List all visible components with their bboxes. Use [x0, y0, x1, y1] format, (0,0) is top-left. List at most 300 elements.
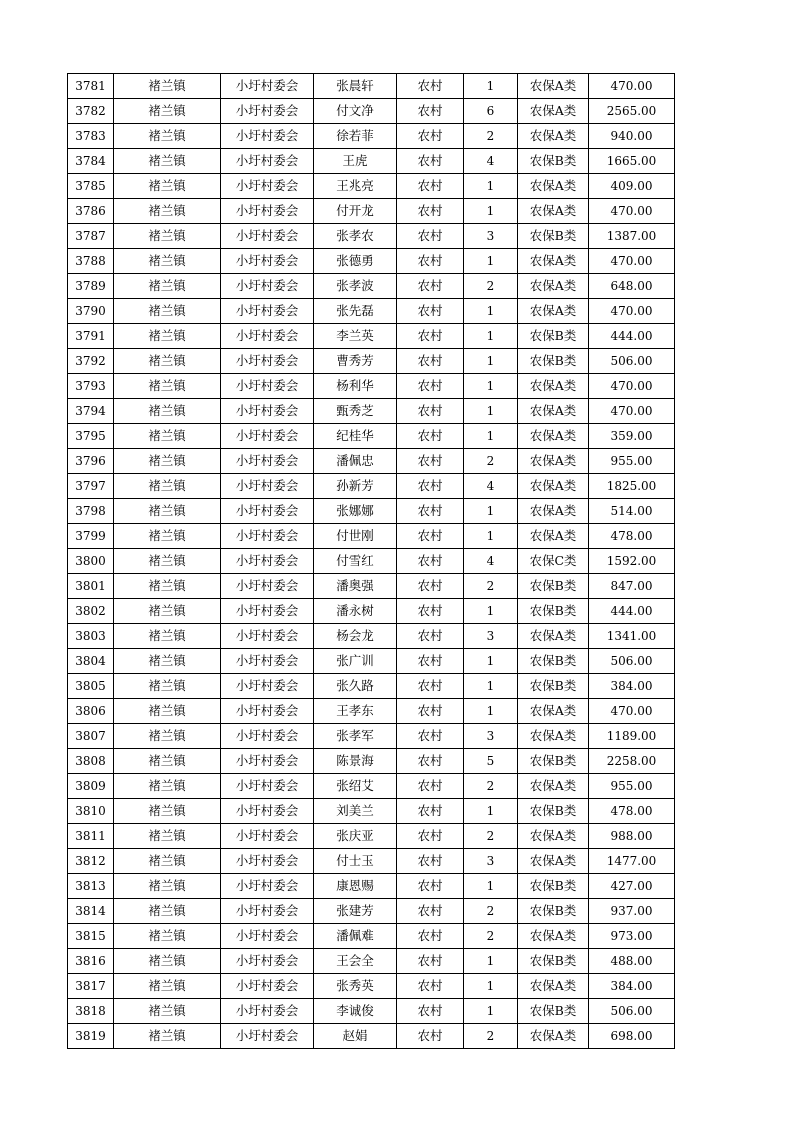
town-cell: 褚兰镇 — [114, 949, 221, 974]
household-count-cell: 1 — [464, 424, 518, 449]
town-cell: 褚兰镇 — [114, 849, 221, 874]
town-cell: 褚兰镇 — [114, 874, 221, 899]
insurance-category-cell: 农保B类 — [518, 224, 589, 249]
amount-cell: 973.00 — [589, 924, 675, 949]
name-cell: 付雪红 — [314, 549, 397, 574]
name-cell: 张孝农 — [314, 224, 397, 249]
amount-cell: 359.00 — [589, 424, 675, 449]
name-cell: 张绍艾 — [314, 774, 397, 799]
household-count-cell: 1 — [464, 174, 518, 199]
household-count-cell: 1 — [464, 399, 518, 424]
town-cell: 褚兰镇 — [114, 299, 221, 324]
household-count-cell: 1 — [464, 74, 518, 99]
residence-type-cell: 农村 — [397, 274, 464, 299]
residence-type-cell: 农村 — [397, 249, 464, 274]
row-number-cell: 3818 — [68, 999, 114, 1024]
insurance-category-cell: 农保A类 — [518, 724, 589, 749]
residence-type-cell: 农村 — [397, 899, 464, 924]
village-committee-cell: 小圩村委会 — [221, 324, 314, 349]
name-cell: 张孝军 — [314, 724, 397, 749]
amount-cell: 937.00 — [589, 899, 675, 924]
residence-type-cell: 农村 — [397, 324, 464, 349]
household-count-cell: 1 — [464, 249, 518, 274]
name-cell: 陈景海 — [314, 749, 397, 774]
town-cell: 褚兰镇 — [114, 374, 221, 399]
residence-type-cell: 农村 — [397, 149, 464, 174]
insurance-category-cell: 农保B类 — [518, 574, 589, 599]
row-number-cell: 3800 — [68, 549, 114, 574]
household-count-cell: 1 — [464, 674, 518, 699]
insurance-category-cell: 农保B类 — [518, 149, 589, 174]
amount-cell: 470.00 — [589, 249, 675, 274]
residence-type-cell: 农村 — [397, 674, 464, 699]
insurance-category-cell: 农保A类 — [518, 74, 589, 99]
village-committee-cell: 小圩村委会 — [221, 599, 314, 624]
village-committee-cell: 小圩村委会 — [221, 799, 314, 824]
amount-cell: 488.00 — [589, 949, 675, 974]
amount-cell: 1189.00 — [589, 724, 675, 749]
town-cell: 褚兰镇 — [114, 774, 221, 799]
row-number-cell: 3804 — [68, 649, 114, 674]
row-number-cell: 3794 — [68, 399, 114, 424]
village-committee-cell: 小圩村委会 — [221, 899, 314, 924]
amount-cell: 955.00 — [589, 449, 675, 474]
residence-type-cell: 农村 — [397, 624, 464, 649]
amount-cell: 1665.00 — [589, 149, 675, 174]
name-cell: 甄秀芝 — [314, 399, 397, 424]
table-row — [68, 849, 675, 874]
name-cell: 康恩赐 — [314, 874, 397, 899]
row-number-cell: 3793 — [68, 374, 114, 399]
household-count-cell: 3 — [464, 224, 518, 249]
residence-type-cell: 农村 — [397, 749, 464, 774]
residence-type-cell: 农村 — [397, 224, 464, 249]
amount-cell: 1387.00 — [589, 224, 675, 249]
insurance-category-cell: 农保A类 — [518, 474, 589, 499]
residence-type-cell: 农村 — [397, 374, 464, 399]
residence-type-cell: 农村 — [397, 399, 464, 424]
household-count-cell: 2 — [464, 824, 518, 849]
town-cell: 褚兰镇 — [114, 624, 221, 649]
household-count-cell: 1 — [464, 599, 518, 624]
town-cell: 褚兰镇 — [114, 224, 221, 249]
table-row — [68, 599, 675, 624]
household-count-cell: 2 — [464, 1024, 518, 1049]
village-committee-cell: 小圩村委会 — [221, 824, 314, 849]
row-number-cell: 3808 — [68, 749, 114, 774]
name-cell: 赵娟 — [314, 1024, 397, 1049]
table-row — [68, 974, 675, 999]
amount-cell: 478.00 — [589, 524, 675, 549]
row-number-cell: 3802 — [68, 599, 114, 624]
town-cell: 褚兰镇 — [114, 249, 221, 274]
name-cell: 张广训 — [314, 649, 397, 674]
village-committee-cell: 小圩村委会 — [221, 924, 314, 949]
amount-cell: 988.00 — [589, 824, 675, 849]
residence-type-cell: 农村 — [397, 599, 464, 624]
table-row — [68, 949, 675, 974]
table-row — [68, 649, 675, 674]
household-count-cell: 2 — [464, 899, 518, 924]
amount-cell: 940.00 — [589, 124, 675, 149]
town-cell: 褚兰镇 — [114, 549, 221, 574]
name-cell: 李诚俊 — [314, 999, 397, 1024]
residence-type-cell: 农村 — [397, 724, 464, 749]
residence-type-cell: 农村 — [397, 574, 464, 599]
insurance-category-cell: 农保B类 — [518, 799, 589, 824]
name-cell: 付士玉 — [314, 849, 397, 874]
name-cell: 潘佩忠 — [314, 449, 397, 474]
row-number-cell: 3811 — [68, 824, 114, 849]
table-row — [68, 399, 675, 424]
village-committee-cell: 小圩村委会 — [221, 474, 314, 499]
residence-type-cell: 农村 — [397, 349, 464, 374]
town-cell: 褚兰镇 — [114, 999, 221, 1024]
table-row — [68, 724, 675, 749]
town-cell: 褚兰镇 — [114, 474, 221, 499]
table-row — [68, 324, 675, 349]
row-number-cell: 3790 — [68, 299, 114, 324]
insurance-category-cell: 农保A类 — [518, 824, 589, 849]
village-committee-cell: 小圩村委会 — [221, 949, 314, 974]
village-committee-cell: 小圩村委会 — [221, 99, 314, 124]
household-count-cell: 2 — [464, 449, 518, 474]
town-cell: 褚兰镇 — [114, 674, 221, 699]
table-row — [68, 699, 675, 724]
table-row — [68, 574, 675, 599]
town-cell: 褚兰镇 — [114, 324, 221, 349]
row-number-cell: 3796 — [68, 449, 114, 474]
village-committee-cell: 小圩村委会 — [221, 274, 314, 299]
name-cell: 张娜娜 — [314, 499, 397, 524]
residence-type-cell: 农村 — [397, 99, 464, 124]
village-committee-cell: 小圩村委会 — [221, 624, 314, 649]
village-committee-cell: 小圩村委会 — [221, 724, 314, 749]
data-table — [67, 73, 675, 1049]
name-cell: 刘美兰 — [314, 799, 397, 824]
residence-type-cell: 农村 — [397, 124, 464, 149]
name-cell: 张德勇 — [314, 249, 397, 274]
residence-type-cell: 农村 — [397, 74, 464, 99]
village-committee-cell: 小圩村委会 — [221, 674, 314, 699]
table-row — [68, 799, 675, 824]
amount-cell: 506.00 — [589, 999, 675, 1024]
town-cell: 褚兰镇 — [114, 424, 221, 449]
row-number-cell: 3814 — [68, 899, 114, 924]
amount-cell: 506.00 — [589, 349, 675, 374]
residence-type-cell: 农村 — [397, 299, 464, 324]
town-cell: 褚兰镇 — [114, 574, 221, 599]
insurance-category-cell: 农保B类 — [518, 899, 589, 924]
household-count-cell: 1 — [464, 874, 518, 899]
village-committee-cell: 小圩村委会 — [221, 524, 314, 549]
table-row — [68, 124, 675, 149]
insurance-category-cell: 农保A类 — [518, 274, 589, 299]
village-committee-cell: 小圩村委会 — [221, 124, 314, 149]
town-cell: 褚兰镇 — [114, 824, 221, 849]
row-number-cell: 3795 — [68, 424, 114, 449]
insurance-category-cell: 农保A类 — [518, 424, 589, 449]
row-number-cell: 3812 — [68, 849, 114, 874]
household-count-cell: 1 — [464, 699, 518, 724]
town-cell: 褚兰镇 — [114, 274, 221, 299]
household-count-cell: 3 — [464, 849, 518, 874]
insurance-category-cell: 农保A类 — [518, 449, 589, 474]
residence-type-cell: 农村 — [397, 649, 464, 674]
table-row — [68, 874, 675, 899]
table-row — [68, 449, 675, 474]
village-committee-cell: 小圩村委会 — [221, 374, 314, 399]
village-committee-cell: 小圩村委会 — [221, 974, 314, 999]
name-cell: 杨会龙 — [314, 624, 397, 649]
insurance-category-cell: 农保C类 — [518, 549, 589, 574]
table-row — [68, 524, 675, 549]
name-cell: 孙新芳 — [314, 474, 397, 499]
residence-type-cell: 农村 — [397, 824, 464, 849]
name-cell: 付世刚 — [314, 524, 397, 549]
insurance-category-cell: 农保A类 — [518, 124, 589, 149]
name-cell: 潘永树 — [314, 599, 397, 624]
town-cell: 褚兰镇 — [114, 524, 221, 549]
insurance-category-cell: 农保A类 — [518, 249, 589, 274]
name-cell: 张晨轩 — [314, 74, 397, 99]
row-number-cell: 3789 — [68, 274, 114, 299]
table-row — [68, 424, 675, 449]
row-number-cell: 3799 — [68, 524, 114, 549]
amount-cell: 847.00 — [589, 574, 675, 599]
village-committee-cell: 小圩村委会 — [221, 199, 314, 224]
town-cell: 褚兰镇 — [114, 499, 221, 524]
residence-type-cell: 农村 — [397, 424, 464, 449]
insurance-category-cell: 农保A类 — [518, 499, 589, 524]
amount-cell: 1825.00 — [589, 474, 675, 499]
household-count-cell: 1 — [464, 199, 518, 224]
insurance-category-cell: 农保A类 — [518, 299, 589, 324]
row-number-cell: 3817 — [68, 974, 114, 999]
household-count-cell: 1 — [464, 324, 518, 349]
name-cell: 曹秀芳 — [314, 349, 397, 374]
insurance-category-cell: 农保B类 — [518, 649, 589, 674]
household-count-cell: 2 — [464, 124, 518, 149]
row-number-cell: 3805 — [68, 674, 114, 699]
amount-cell: 470.00 — [589, 199, 675, 224]
insurance-category-cell: 农保A类 — [518, 174, 589, 199]
row-number-cell: 3786 — [68, 199, 114, 224]
amount-cell: 478.00 — [589, 799, 675, 824]
amount-cell: 1592.00 — [589, 549, 675, 574]
name-cell: 李兰英 — [314, 324, 397, 349]
name-cell: 潘奥强 — [314, 574, 397, 599]
household-count-cell: 2 — [464, 574, 518, 599]
amount-cell: 2565.00 — [589, 99, 675, 124]
village-committee-cell: 小圩村委会 — [221, 549, 314, 574]
row-number-cell: 3797 — [68, 474, 114, 499]
village-committee-cell: 小圩村委会 — [221, 699, 314, 724]
town-cell: 褚兰镇 — [114, 649, 221, 674]
residence-type-cell: 农村 — [397, 974, 464, 999]
household-count-cell: 2 — [464, 774, 518, 799]
table-row — [68, 149, 675, 174]
village-committee-cell: 小圩村委会 — [221, 299, 314, 324]
table-row — [68, 249, 675, 274]
table-row — [68, 674, 675, 699]
insurance-category-cell: 农保B类 — [518, 874, 589, 899]
table-row — [68, 224, 675, 249]
insurance-category-cell: 农保A类 — [518, 699, 589, 724]
row-number-cell: 3813 — [68, 874, 114, 899]
amount-cell: 427.00 — [589, 874, 675, 899]
household-count-cell: 1 — [464, 649, 518, 674]
name-cell: 张久路 — [314, 674, 397, 699]
name-cell: 张秀英 — [314, 974, 397, 999]
household-count-cell: 2 — [464, 924, 518, 949]
amount-cell: 514.00 — [589, 499, 675, 524]
row-number-cell: 3801 — [68, 574, 114, 599]
table-row — [68, 199, 675, 224]
table-row — [68, 624, 675, 649]
village-committee-cell: 小圩村委会 — [221, 749, 314, 774]
residence-type-cell: 农村 — [397, 474, 464, 499]
residence-type-cell: 农村 — [397, 774, 464, 799]
amount-cell: 384.00 — [589, 674, 675, 699]
residence-type-cell: 农村 — [397, 999, 464, 1024]
amount-cell: 470.00 — [589, 374, 675, 399]
row-number-cell: 3807 — [68, 724, 114, 749]
residence-type-cell: 农村 — [397, 799, 464, 824]
residence-type-cell: 农村 — [397, 174, 464, 199]
name-cell: 张孝波 — [314, 274, 397, 299]
name-cell: 王兆亮 — [314, 174, 397, 199]
table-row — [68, 899, 675, 924]
insurance-category-cell: 农保A类 — [518, 624, 589, 649]
insurance-category-cell: 农保B类 — [518, 949, 589, 974]
residence-type-cell: 农村 — [397, 924, 464, 949]
insurance-category-cell: 农保A类 — [518, 1024, 589, 1049]
insurance-category-cell: 农保B类 — [518, 674, 589, 699]
residence-type-cell: 农村 — [397, 1024, 464, 1049]
row-number-cell: 3819 — [68, 1024, 114, 1049]
amount-cell: 470.00 — [589, 399, 675, 424]
row-number-cell: 3792 — [68, 349, 114, 374]
amount-cell: 384.00 — [589, 974, 675, 999]
table-row — [68, 1024, 675, 1049]
insurance-category-cell: 农保B类 — [518, 999, 589, 1024]
row-number-cell: 3810 — [68, 799, 114, 824]
insurance-category-cell: 农保B类 — [518, 349, 589, 374]
name-cell: 王虎 — [314, 149, 397, 174]
household-count-cell: 6 — [464, 99, 518, 124]
amount-cell: 955.00 — [589, 774, 675, 799]
town-cell: 褚兰镇 — [114, 149, 221, 174]
town-cell: 褚兰镇 — [114, 349, 221, 374]
amount-cell: 698.00 — [589, 1024, 675, 1049]
amount-cell: 648.00 — [589, 274, 675, 299]
household-count-cell: 5 — [464, 749, 518, 774]
village-committee-cell: 小圩村委会 — [221, 174, 314, 199]
residence-type-cell: 农村 — [397, 199, 464, 224]
village-committee-cell: 小圩村委会 — [221, 999, 314, 1024]
town-cell: 褚兰镇 — [114, 924, 221, 949]
name-cell: 付开龙 — [314, 199, 397, 224]
town-cell: 褚兰镇 — [114, 599, 221, 624]
table-row — [68, 999, 675, 1024]
household-count-cell: 1 — [464, 499, 518, 524]
name-cell: 王会全 — [314, 949, 397, 974]
town-cell: 褚兰镇 — [114, 124, 221, 149]
table-row — [68, 499, 675, 524]
insurance-category-cell: 农保B类 — [518, 324, 589, 349]
town-cell: 褚兰镇 — [114, 199, 221, 224]
table-row — [68, 549, 675, 574]
table-row — [68, 374, 675, 399]
amount-cell: 1341.00 — [589, 624, 675, 649]
row-number-cell: 3798 — [68, 499, 114, 524]
household-count-cell: 1 — [464, 949, 518, 974]
residence-type-cell: 农村 — [397, 449, 464, 474]
table-row — [68, 74, 675, 99]
name-cell: 付文净 — [314, 99, 397, 124]
row-number-cell: 3791 — [68, 324, 114, 349]
insurance-category-cell: 农保A类 — [518, 849, 589, 874]
town-cell: 褚兰镇 — [114, 724, 221, 749]
amount-cell: 470.00 — [589, 699, 675, 724]
insurance-category-cell: 农保B类 — [518, 749, 589, 774]
household-count-cell: 4 — [464, 149, 518, 174]
household-count-cell: 2 — [464, 274, 518, 299]
town-cell: 褚兰镇 — [114, 74, 221, 99]
village-committee-cell: 小圩村委会 — [221, 249, 314, 274]
village-committee-cell: 小圩村委会 — [221, 874, 314, 899]
table-row — [68, 474, 675, 499]
row-number-cell: 3785 — [68, 174, 114, 199]
town-cell: 褚兰镇 — [114, 449, 221, 474]
amount-cell: 1477.00 — [589, 849, 675, 874]
household-count-cell: 4 — [464, 549, 518, 574]
table-row — [68, 924, 675, 949]
household-count-cell: 1 — [464, 524, 518, 549]
name-cell: 潘佩难 — [314, 924, 397, 949]
village-committee-cell: 小圩村委会 — [221, 449, 314, 474]
amount-cell: 470.00 — [589, 299, 675, 324]
household-count-cell: 3 — [464, 624, 518, 649]
row-number-cell: 3782 — [68, 99, 114, 124]
row-number-cell: 3788 — [68, 249, 114, 274]
amount-cell: 409.00 — [589, 174, 675, 199]
table-body — [68, 74, 675, 1049]
name-cell: 张先磊 — [314, 299, 397, 324]
name-cell: 张建芳 — [314, 899, 397, 924]
residence-type-cell: 农村 — [397, 874, 464, 899]
name-cell: 王孝东 — [314, 699, 397, 724]
residence-type-cell: 农村 — [397, 524, 464, 549]
village-committee-cell: 小圩村委会 — [221, 224, 314, 249]
insurance-category-cell: 农保A类 — [518, 524, 589, 549]
household-count-cell: 3 — [464, 724, 518, 749]
town-cell: 褚兰镇 — [114, 899, 221, 924]
row-number-cell: 3809 — [68, 774, 114, 799]
amount-cell: 444.00 — [589, 324, 675, 349]
row-number-cell: 3787 — [68, 224, 114, 249]
residence-type-cell: 农村 — [397, 549, 464, 574]
table-row — [68, 774, 675, 799]
name-cell: 徐若菲 — [314, 124, 397, 149]
row-number-cell: 3784 — [68, 149, 114, 174]
name-cell: 张庆亚 — [314, 824, 397, 849]
name-cell: 纪桂华 — [314, 424, 397, 449]
residence-type-cell: 农村 — [397, 699, 464, 724]
insurance-category-cell: 农保A类 — [518, 974, 589, 999]
town-cell: 褚兰镇 — [114, 1024, 221, 1049]
